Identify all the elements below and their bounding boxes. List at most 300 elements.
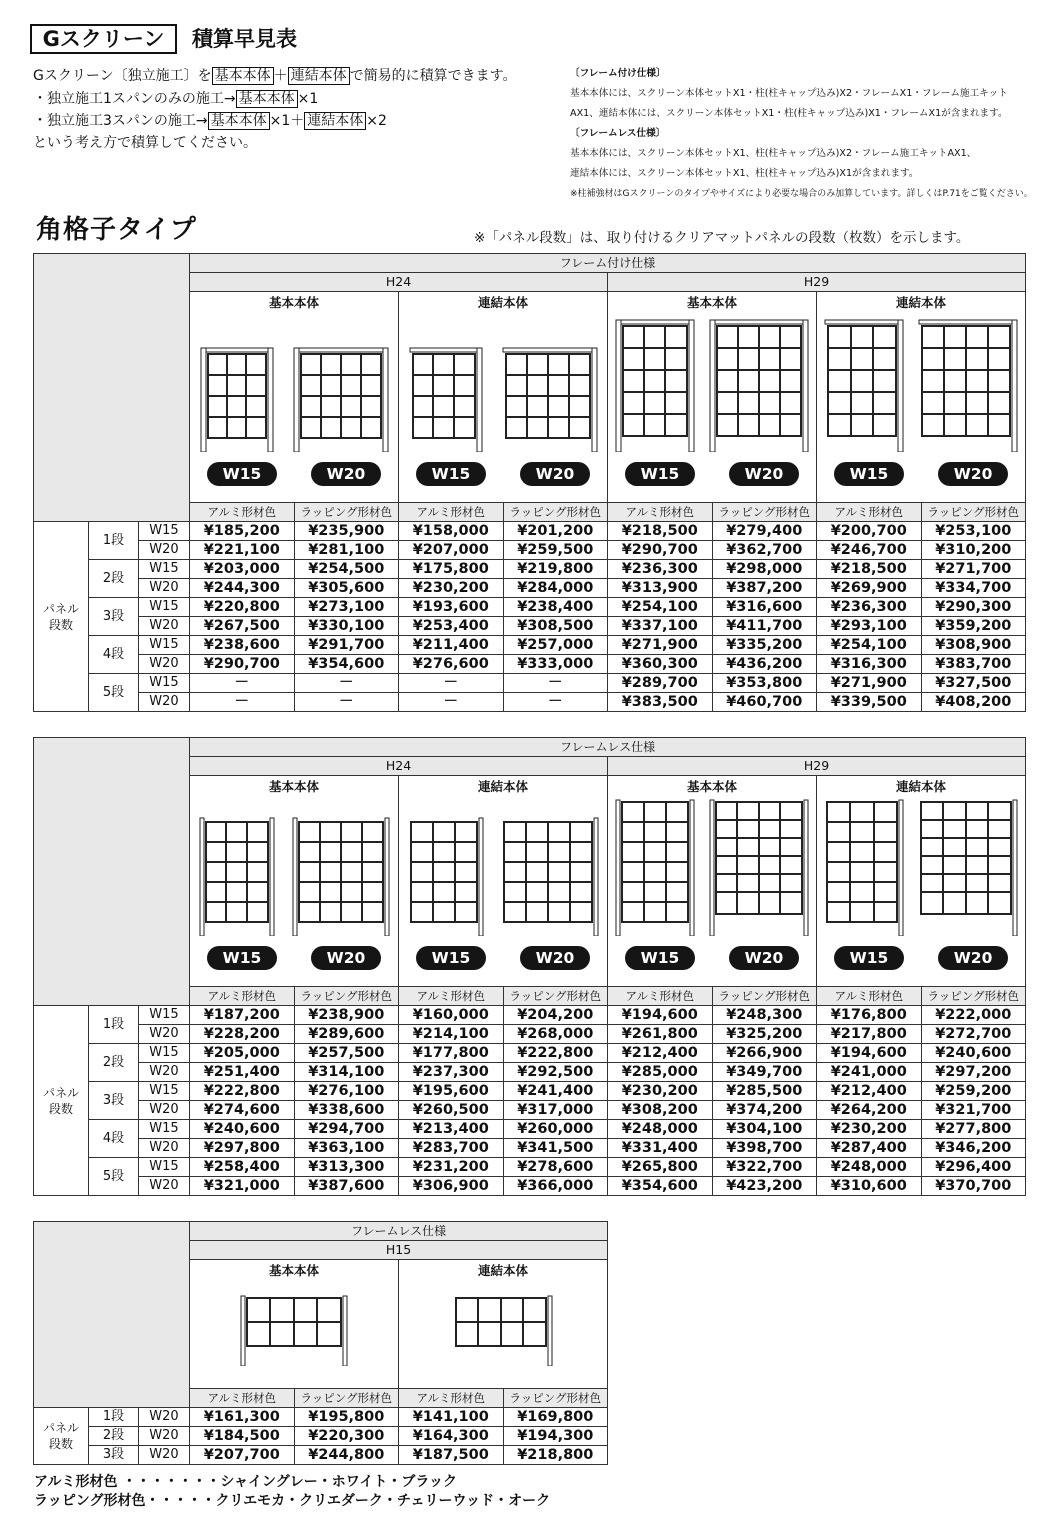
part-column: [190, 1260, 399, 1389]
stage-label: 1段: [89, 522, 139, 560]
width-label: W20: [139, 1427, 190, 1446]
price-cell: ¥290,700: [190, 655, 295, 674]
width-label: W15: [139, 1044, 190, 1063]
price-cell: ¥187,500: [399, 1446, 504, 1465]
material-header: アルミ形材色: [190, 503, 295, 522]
material-header: ラッピング形材色: [503, 503, 608, 522]
part-label: 連結本体: [478, 295, 529, 310]
footer-alumi-colors: アルミ形材色 ・・・・・・・シャイングレー・ホワイト・ブラック: [34, 1474, 458, 1490]
price-cell: ¥230,200: [608, 1082, 713, 1101]
table-row: [34, 636, 1026, 655]
price-cell: ¥203,000: [190, 560, 295, 579]
screen-diagram-w20: [453, 1294, 553, 1366]
diagram-row: [190, 816, 398, 936]
width-label: W20: [139, 579, 190, 598]
screen-diagram-w20: [293, 346, 389, 452]
price-cell: ¥254,500: [294, 560, 399, 579]
material-header: ラッピング形材色: [503, 987, 608, 1006]
price-cell: ¥290,300: [921, 598, 1026, 617]
price-cell: ¥305,600: [294, 579, 399, 598]
stage-label: 5段: [89, 674, 139, 712]
panel-label-line: 段数: [48, 1101, 73, 1116]
price-cell: ¥349,700: [712, 1063, 817, 1082]
price-cell: ¥284,000: [503, 579, 608, 598]
width-label: W15: [139, 560, 190, 579]
diagram-row: [399, 1294, 607, 1366]
table-row: [34, 1427, 608, 1446]
price-cell: ¥218,500: [608, 522, 713, 541]
price-cell: ¥251,400: [190, 1063, 295, 1082]
price-cell: ¥218,500: [817, 560, 922, 579]
price-cell: ¥289,700: [608, 674, 713, 693]
price-cell: ¥272,700: [921, 1025, 1026, 1044]
price-cell: －: [399, 674, 504, 693]
price-cell: ¥285,500: [712, 1082, 817, 1101]
price-cell: ¥254,100: [608, 598, 713, 617]
material-header: アルミ形材色: [399, 987, 504, 1006]
stage-label: 2段: [89, 1044, 139, 1082]
price-cell: ¥327,500: [921, 674, 1026, 693]
price-cell: ¥238,600: [190, 636, 295, 655]
w20-badge: W20: [520, 946, 590, 970]
part-label: 連結本体: [478, 779, 529, 794]
table-row: [34, 560, 1026, 579]
price-cell: ¥387,600: [294, 1177, 399, 1196]
footer-wrap-colors: ラッピング形材色・・・・・クリエモカ・クリエダーク・チェリーウッド・オーク: [34, 1493, 551, 1509]
price-cell: ¥260,000: [503, 1120, 608, 1139]
price-cell: ¥267,500: [190, 617, 295, 636]
material-header: ラッピング形材色: [503, 1389, 608, 1408]
w15-badge: W15: [834, 946, 904, 970]
price-cell: ¥254,100: [817, 636, 922, 655]
table-row: [34, 522, 1026, 541]
price-cell: ¥195,800: [294, 1408, 399, 1427]
panel-label-line: パネル: [42, 1421, 79, 1435]
price-cell: ¥308,200: [608, 1101, 713, 1120]
price-cell: ¥297,800: [190, 1139, 295, 1158]
table-row: [34, 1177, 1026, 1196]
stage-label: 4段: [89, 1120, 139, 1158]
price-cell: ¥212,400: [817, 1082, 922, 1101]
price-cell: ¥187,200: [190, 1006, 295, 1025]
material-header: アルミ形材色: [399, 503, 504, 522]
material-header: ラッピング形材色: [712, 503, 817, 522]
boxed-term: 連結本体: [288, 67, 350, 85]
table-row: [34, 1139, 1026, 1158]
height-header: H29: [608, 757, 1026, 776]
price-cell: ¥366,000: [503, 1177, 608, 1196]
table-row: [34, 1408, 608, 1427]
w20-badge: W20: [938, 946, 1008, 970]
w15-badge: W15: [834, 462, 904, 486]
price-cell: ¥237,300: [399, 1063, 504, 1082]
price-cell: ¥213,400: [399, 1120, 504, 1139]
price-cell: ¥175,800: [399, 560, 504, 579]
price-cell: ¥230,200: [399, 579, 504, 598]
corner-cell: [34, 1222, 190, 1408]
price-cell: ¥271,900: [608, 636, 713, 655]
price-cell: －: [399, 693, 504, 712]
price-cell: ¥279,400: [712, 522, 817, 541]
price-cell: ¥212,400: [608, 1044, 713, 1063]
w15-badge: W15: [416, 462, 486, 486]
height-header: H24: [190, 273, 608, 292]
corner-cell: [34, 254, 190, 522]
price-cell: ¥354,600: [294, 655, 399, 674]
price-cell: ¥253,400: [399, 617, 504, 636]
part-label: 基本本体: [269, 295, 320, 310]
price-cell: ¥341,500: [503, 1139, 608, 1158]
diagram-row: [399, 816, 607, 936]
price-cell: ¥337,100: [608, 617, 713, 636]
intro-line-2: [33, 89, 318, 109]
material-header: アルミ形材色: [608, 503, 713, 522]
product-name-box: [30, 24, 177, 54]
table-row: [34, 1044, 1026, 1063]
price-cell: ¥360,300: [608, 655, 713, 674]
price-cell: ¥387,200: [712, 579, 817, 598]
price-cell: ¥231,200: [399, 1158, 504, 1177]
section-note: ※「パネル段数」は、取り付けるクリアマットパネルの段数（枚数）を示します。: [474, 230, 970, 246]
price-cell: ¥238,400: [503, 598, 608, 617]
price-cell: ¥325,200: [712, 1025, 817, 1044]
price-cell: ¥333,000: [503, 655, 608, 674]
w20-badge: W20: [311, 462, 381, 486]
w15-badge: W15: [207, 462, 277, 486]
panel-stage-label: [34, 1408, 89, 1465]
price-cell: ¥259,500: [503, 541, 608, 560]
w15-badge: W15: [625, 946, 695, 970]
price-cell: ¥308,900: [921, 636, 1026, 655]
price-cell: ¥265,800: [608, 1158, 713, 1177]
note-frameless-heading: 〔フレームレス仕様〕: [570, 128, 666, 139]
width-label: W20: [139, 1446, 190, 1465]
width-label: W15: [139, 674, 190, 693]
price-cell: ¥285,000: [608, 1063, 713, 1082]
price-cell: ¥370,700: [921, 1177, 1026, 1196]
price-cell: ¥317,000: [503, 1101, 608, 1120]
price-cell: ¥230,200: [817, 1120, 922, 1139]
material-header: ラッピング形材色: [294, 987, 399, 1006]
intro-text: ・独立施工1スパンのみの施工→: [33, 91, 236, 107]
price-cell: ¥304,100: [712, 1120, 817, 1139]
table-row: [34, 541, 1026, 560]
price-cell: ¥276,600: [399, 655, 504, 674]
price-cell: ¥205,000: [190, 1044, 295, 1063]
diagram-row: [399, 346, 607, 452]
width-label: W15: [139, 636, 190, 655]
note-frameless-line: 基本本体には、スクリーン本体セットX1、柱(柱キャップ込み)X2・フレーム施工キットAX1、: [570, 148, 977, 159]
part-label: 基本本体: [687, 779, 738, 794]
price-cell: ¥290,700: [608, 541, 713, 560]
price-cell: ¥281,100: [294, 541, 399, 560]
spec-header: フレーム付け仕様: [190, 254, 1026, 273]
width-label: W15: [139, 1158, 190, 1177]
height-header: H29: [608, 273, 1026, 292]
price-cell: ¥362,700: [712, 541, 817, 560]
price-cell: ¥160,000: [399, 1006, 504, 1025]
note-footnote: ※柱補強材はGスクリーンのタイプやサイズにより必要な場合のみ加算しています。詳しくはP.71をご覧ください。: [570, 189, 1033, 199]
boxed-term: 基本本体: [236, 90, 298, 108]
screen-diagram-w15: [409, 346, 483, 452]
price-cell: －: [294, 693, 399, 712]
material-header: ラッピング形材色: [921, 987, 1026, 1006]
material-header: アルミ形材色: [817, 987, 922, 1006]
height-header: H15: [190, 1241, 608, 1260]
price-cell: ¥408,200: [921, 693, 1026, 712]
part-column: [608, 776, 817, 987]
material-header: アルミ形材色: [608, 987, 713, 1006]
price-cell: ¥423,200: [712, 1177, 817, 1196]
price-cell: ¥218,800: [503, 1446, 608, 1465]
material-header: ラッピング形材色: [921, 503, 1026, 522]
diagram-row: [608, 798, 816, 936]
price-cell: ¥271,900: [817, 674, 922, 693]
intro-line-1: [33, 66, 516, 86]
table-row: [34, 1120, 1026, 1139]
width-label: W20: [139, 1101, 190, 1120]
price-cell: ¥460,700: [712, 693, 817, 712]
price-cell: －: [503, 693, 608, 712]
w20-badge: W20: [729, 462, 799, 486]
price-cell: ¥306,900: [399, 1177, 504, 1196]
part-column: [399, 292, 608, 503]
stage-label: 2段: [89, 560, 139, 598]
price-cell: ¥264,200: [817, 1101, 922, 1120]
price-cell: ¥353,800: [712, 674, 817, 693]
stage-label: 4段: [89, 636, 139, 674]
price-table-frameless-h15: [33, 1221, 608, 1465]
spec-header: フレームレス仕様: [190, 738, 1026, 757]
width-label: W20: [139, 1408, 190, 1427]
price-cell: ¥278,600: [503, 1158, 608, 1177]
w20-badge: W20: [311, 946, 381, 970]
material-header: ラッピング形材色: [294, 503, 399, 522]
price-cell: ¥258,400: [190, 1158, 295, 1177]
price-cell: ¥316,600: [712, 598, 817, 617]
part-label: 連結本体: [896, 779, 947, 794]
width-label: W15: [139, 1082, 190, 1101]
price-cell: ¥201,200: [503, 522, 608, 541]
table-row: [34, 598, 1026, 617]
width-label: W20: [139, 541, 190, 560]
width-label: W15: [139, 522, 190, 541]
price-cell: ¥363,100: [294, 1139, 399, 1158]
width-label: W20: [139, 1177, 190, 1196]
price-cell: ¥330,100: [294, 617, 399, 636]
price-cell: －: [294, 674, 399, 693]
price-cell: ¥313,900: [608, 579, 713, 598]
w20-badge: W20: [729, 946, 799, 970]
material-header: ラッピング形材色: [294, 1389, 399, 1408]
screen-diagram-w20: [292, 816, 390, 936]
price-cell: ¥169,800: [503, 1408, 608, 1427]
price-cell: ¥221,100: [190, 541, 295, 560]
diagram-row: [608, 318, 816, 452]
price-cell: ¥259,200: [921, 1082, 1026, 1101]
w15-badge: W15: [625, 462, 695, 486]
part-label: 基本本体: [687, 295, 738, 310]
w20-badge: W20: [938, 462, 1008, 486]
panel-label-line: 段数: [48, 1437, 73, 1451]
part-label: 基本本体: [269, 779, 320, 794]
intro-text: ×1: [297, 91, 319, 107]
part-column: [190, 292, 399, 503]
price-cell: ¥141,100: [399, 1408, 504, 1427]
price-cell: ¥266,900: [712, 1044, 817, 1063]
part-label: 基本本体: [269, 1263, 320, 1278]
screen-diagram-w20: [240, 1294, 348, 1366]
price-cell: ¥220,300: [294, 1427, 399, 1446]
price-cell: ¥184,500: [190, 1427, 295, 1446]
table-row: [34, 655, 1026, 674]
screen-diagram-w20: [502, 346, 598, 452]
screen-diagram-w15: [199, 816, 275, 936]
price-cell: ¥374,200: [712, 1101, 817, 1120]
intro-text: ×1＋: [269, 113, 305, 129]
price-cell: －: [503, 674, 608, 693]
diagram-row: [190, 1294, 398, 1366]
price-cell: ¥236,300: [608, 560, 713, 579]
price-cell: ¥240,600: [190, 1120, 295, 1139]
price-cell: ¥273,100: [294, 598, 399, 617]
boxed-term: 基本本体: [208, 112, 270, 130]
panel-stage-label: [34, 1006, 89, 1196]
price-cell: ¥195,600: [399, 1082, 504, 1101]
table-row: [34, 617, 1026, 636]
price-cell: ¥436,200: [712, 655, 817, 674]
price-cell: ¥253,100: [921, 522, 1026, 541]
screen-diagram-w20: [709, 798, 809, 936]
stage-label: 3段: [89, 598, 139, 636]
price-cell: ¥291,700: [294, 636, 399, 655]
price-cell: ¥257,000: [503, 636, 608, 655]
material-header: ラッピング形材色: [712, 987, 817, 1006]
panel-label-line: 段数: [48, 617, 73, 632]
price-cell: ¥292,500: [503, 1063, 608, 1082]
price-cell: ¥248,300: [712, 1006, 817, 1025]
price-cell: ¥248,000: [608, 1120, 713, 1139]
width-label: W15: [139, 1120, 190, 1139]
screen-diagram-w15: [408, 816, 484, 936]
price-cell: ¥383,500: [608, 693, 713, 712]
stage-label: 1段: [89, 1408, 139, 1427]
width-label: W15: [139, 598, 190, 617]
boxed-term: 基本本体: [212, 67, 274, 85]
price-cell: ¥313,300: [294, 1158, 399, 1177]
price-cell: ¥271,700: [921, 560, 1026, 579]
price-cell: ¥260,500: [399, 1101, 504, 1120]
product-name: Gスクリーン: [42, 27, 165, 51]
panel-label-line: パネル: [42, 1085, 79, 1100]
price-cell: ¥164,300: [399, 1427, 504, 1446]
price-cell: ¥296,400: [921, 1158, 1026, 1177]
part-column: [608, 292, 817, 503]
width-label: W15: [139, 1006, 190, 1025]
price-cell: ¥283,700: [399, 1139, 504, 1158]
price-cell: ¥241,000: [817, 1063, 922, 1082]
price-cell: ¥193,600: [399, 598, 504, 617]
price-cell: ¥321,700: [921, 1101, 1026, 1120]
width-label: W20: [139, 693, 190, 712]
part-label: 連結本体: [478, 1263, 529, 1278]
note-frameless-line: 連結本体には、スクリーン本体セットX1、柱(柱キャップ込み)X1が含まれます。: [570, 168, 919, 179]
price-cell: ¥335,200: [712, 636, 817, 655]
price-cell: ¥314,100: [294, 1063, 399, 1082]
price-cell: ¥308,500: [503, 617, 608, 636]
price-cell: ¥261,800: [608, 1025, 713, 1044]
material-header: アルミ形材色: [190, 1389, 295, 1408]
width-label: W20: [139, 655, 190, 674]
price-cell: ¥194,600: [608, 1006, 713, 1025]
price-cell: ¥194,600: [817, 1044, 922, 1063]
note-frame-line: 基本本体には、スクリーン本体セットX1・柱(柱キャップ込み)X2・フレームX1・フレーム施工キット: [570, 88, 1008, 99]
width-label: W20: [139, 1139, 190, 1158]
note-frame-line: AX1、連結本体には、スクリーン本体セットX1・柱(柱キャップ込み)X1・フレームX1が含まれます。: [570, 108, 1008, 119]
screen-diagram-w15: [200, 346, 274, 452]
stage-label: 2段: [89, 1427, 139, 1446]
part-column: [190, 776, 399, 987]
part-column: [817, 292, 1026, 503]
price-cell: ¥298,000: [712, 560, 817, 579]
corner-cell: [34, 738, 190, 1006]
part-column: [817, 776, 1026, 987]
price-cell: ¥411,700: [712, 617, 817, 636]
price-cell: ¥293,100: [817, 617, 922, 636]
price-cell: ¥297,200: [921, 1063, 1026, 1082]
price-cell: ¥321,000: [190, 1177, 295, 1196]
intro-line-4: という考え方で積算してください。: [33, 135, 257, 151]
width-label: W20: [139, 1063, 190, 1082]
screen-diagram-w15: [615, 318, 695, 452]
price-cell: ¥238,900: [294, 1006, 399, 1025]
price-cell: ¥269,900: [817, 579, 922, 598]
price-table-frameless: [33, 737, 1026, 1196]
screen-diagram-w20: [501, 816, 599, 936]
screen-diagram-w15: [824, 318, 904, 452]
material-header: アルミ形材色: [399, 1389, 504, 1408]
price-cell: ¥244,300: [190, 579, 295, 598]
part-column: [399, 1260, 608, 1389]
spec-header: フレームレス仕様: [190, 1222, 608, 1241]
intro-text: ×2: [366, 113, 387, 129]
price-cell: ¥244,800: [294, 1446, 399, 1465]
price-cell: ¥277,800: [921, 1120, 1026, 1139]
material-header: アルミ形材色: [817, 503, 922, 522]
price-cell: ¥346,200: [921, 1139, 1026, 1158]
price-cell: ¥220,800: [190, 598, 295, 617]
panel-label-line: パネル: [42, 601, 79, 616]
intro-text: ・独立施工3スパンの施工→: [33, 113, 208, 129]
price-cell: ¥185,200: [190, 522, 295, 541]
price-table-frame: [33, 253, 1026, 712]
price-cell: ¥331,400: [608, 1139, 713, 1158]
stage-label: 5段: [89, 1158, 139, 1196]
price-cell: ¥268,000: [503, 1025, 608, 1044]
diagram-row: [817, 798, 1025, 936]
diagram-row: [817, 318, 1025, 452]
table-row: [34, 1006, 1026, 1025]
price-cell: ¥383,700: [921, 655, 1026, 674]
table-row: [34, 1063, 1026, 1082]
price-cell: ¥257,500: [294, 1044, 399, 1063]
price-cell: －: [190, 674, 295, 693]
boxed-term: 連結本体: [304, 112, 366, 130]
price-cell: ¥236,300: [817, 598, 922, 617]
note-frame-heading: 〔フレーム付け仕様〕: [570, 68, 666, 79]
price-cell: ¥334,700: [921, 579, 1026, 598]
price-cell: ¥207,000: [399, 541, 504, 560]
